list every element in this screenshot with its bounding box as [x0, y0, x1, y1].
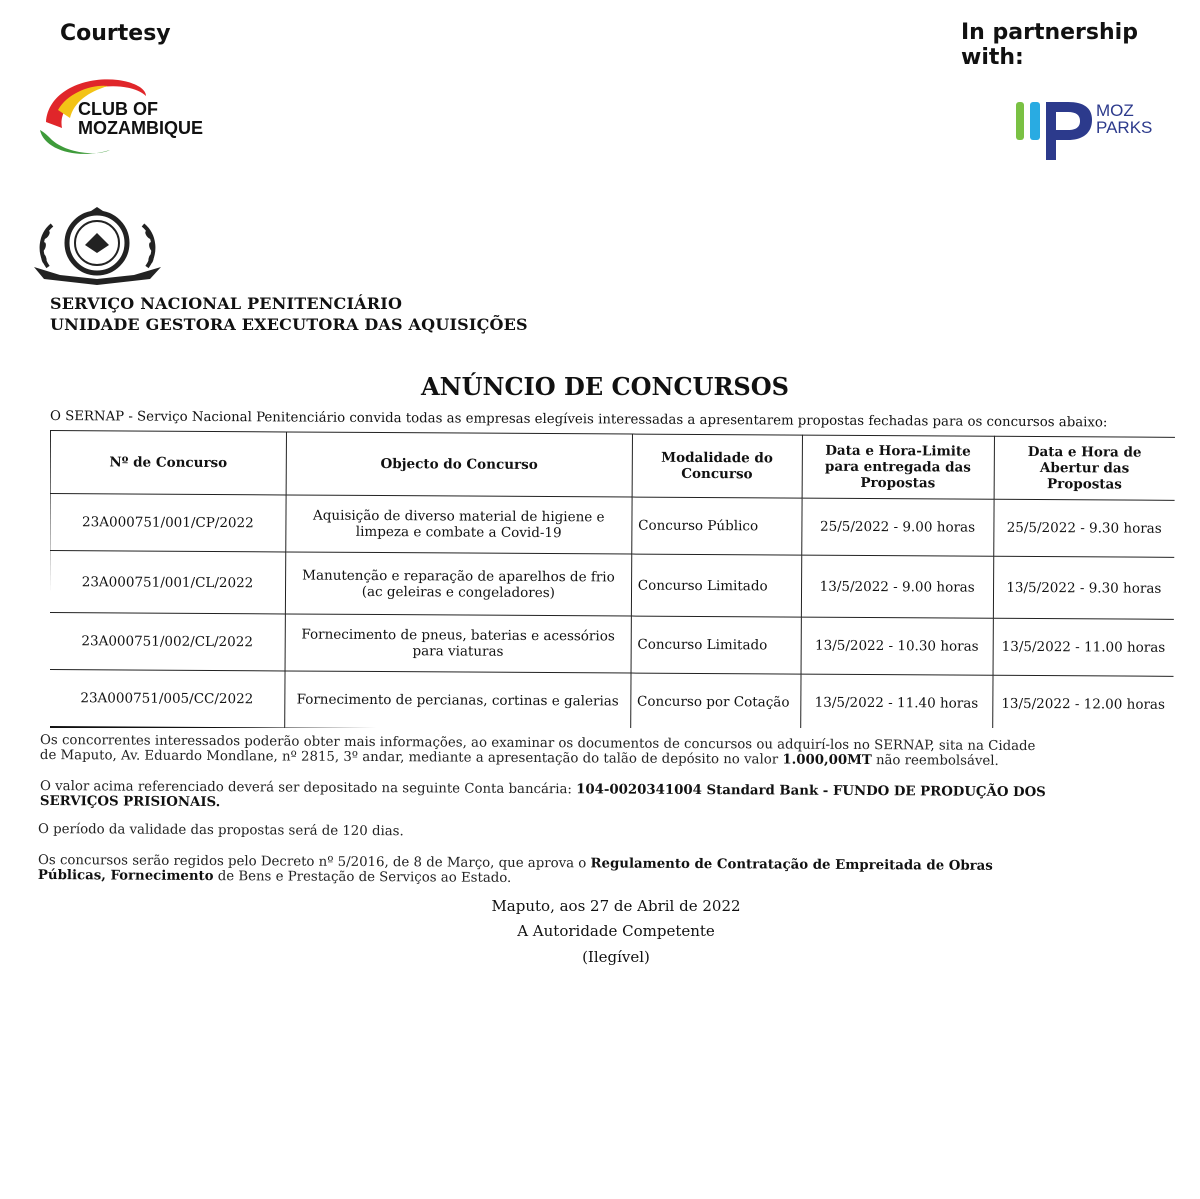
organization-heading: [50, 293, 528, 335]
cell-object: Aquisição de diverso material de higiene e limpeza e combate a Covid-19: [286, 495, 632, 554]
partnership-label: In partnership with:: [961, 20, 1138, 70]
info-paragraph: [40, 733, 1050, 769]
cell-deadline: 13/5/2022 - 11.40 horas: [800, 674, 992, 728]
cell-object: Fornecimento de pneus, baterias e acessórios para viaturas: [285, 614, 631, 673]
cell-modality: Concurso Público: [631, 497, 801, 555]
authority: A Autoridade Competente: [517, 922, 715, 940]
deposit-amount: 1.000,00MT: [782, 752, 872, 769]
col-header-number: Nº de Concurso: [50, 431, 286, 495]
col-header-deadline: Data e Hora-Limite para entregada das Propostas: [802, 435, 994, 499]
moz-logo-line2: PARKS: [1096, 118, 1153, 137]
moz-parks-logo: [1014, 98, 1164, 164]
club-logo-line2: MOZAMBIQUE: [78, 118, 203, 138]
table-row: [50, 494, 1175, 558]
col-header-modality: Modalidade do Concurso: [632, 434, 802, 498]
cell-number: 23A000751/001/CP/2022: [50, 494, 286, 552]
col-header-opening: Data e Hora de Abertur das Propostas: [994, 436, 1175, 500]
cell-modality: Concurso Limitado: [631, 554, 801, 617]
cell-deadline: 13/5/2022 - 10.30 horas: [801, 617, 993, 675]
intro-text: O SERNAP - Serviço Nacional Penitenciário convida todas as empresas elegíveis interessadas a apresentarem propostas fechadas para os concursos abaixo:: [49, 409, 1108, 431]
regulation-paragraph-text: Os concursos serão regidos pelo Decreto nº 5/2016, de 8 de Março, que aprova o: [38, 853, 591, 872]
cell-number: 23A000751/002/CL/2022: [50, 612, 285, 670]
cell-opening: 13/5/2022 - 11.00 horas: [993, 618, 1174, 676]
regulation-paragraph: [38, 853, 1048, 889]
cell-opening: 25/5/2022 - 9.30 horas: [993, 499, 1174, 557]
sernap-emblem-icon: [30, 205, 165, 285]
courtesy-label: Courtesy: [60, 21, 171, 46]
cell-number: 23A000751/001/CL/2022: [50, 551, 286, 614]
cell-modality: Concurso Limitado: [631, 616, 801, 674]
table-row: [50, 551, 1174, 620]
regulation-name: Regulamento de Contratação de Empreitada de Obras Públicas, Fornecimento: [37, 856, 993, 885]
cell-number: 23A000751/005/CC/2022: [50, 669, 285, 728]
info-paragraph-end: não reembolsável.: [871, 753, 999, 769]
cell-opening: 13/5/2022 - 9.30 horas: [993, 556, 1174, 619]
club-of-mozambique-logo: [38, 70, 208, 160]
cell-object: Fornecimento de percianas, cortinas e galerias: [285, 671, 631, 728]
cell-opening: 13/5/2022 - 12.00 horas: [992, 675, 1173, 728]
col-header-object: Objecto do Concurso: [286, 432, 632, 497]
organization-line1: SERVIÇO NACIONAL PENITENCIÁRIO: [50, 294, 403, 313]
cell-deadline: 25/5/2022 - 9.00 horas: [801, 498, 993, 556]
validity-paragraph: O período da validade das propostas será de 120 dias.: [37, 822, 404, 840]
table-row: [50, 669, 1174, 728]
club-logo-line1: CLUB OF: [78, 99, 158, 119]
moz-parks-mark-icon: [1014, 98, 1094, 164]
tender-table: [50, 430, 1175, 728]
cell-object: Manutenção e reparação de aparelhos de frio (ac geleiras e congeladores): [285, 552, 631, 616]
info-paragraph-text: Os concorrentes interessados poderão obter mais informações, ao examinar os documentos de concursos ou adquirí-los no SERNAP, sita na Cidade de Maputo, Av. Eduardo Mondlane, nº 2815, 3º andar, mediante a apresentação do talão de depósito no valor: [39, 733, 1036, 768]
bank-paragraph-text: O valor acima referenciado deverá ser depositado na seguinte Conta bancária:: [40, 779, 577, 798]
signature-note: (Ilegível): [582, 948, 650, 966]
cell-deadline: 13/5/2022 - 9.00 horas: [801, 555, 993, 618]
document-title: ANÚNCIO DE CONCURSOS: [421, 372, 789, 401]
organization-line2: UNIDADE GESTORA EXECUTORA DAS AQUISIÇÕES: [50, 315, 528, 334]
regulation-paragraph-end: de Bens e Prestação de Serviços ao Estado.: [213, 869, 512, 886]
moz-logo-line1: MOZ: [1096, 101, 1134, 120]
place-date: Maputo, aos 27 de Abril de 2022: [491, 897, 741, 915]
cell-modality: Concurso por Cotação: [630, 673, 800, 728]
bank-paragraph: [40, 779, 1050, 815]
table-header-row: [50, 431, 1175, 501]
bank-account: 104-0020341004 Standard Bank - FUNDO DE PRODUÇÃO DOS SERVIÇOS PRISIONAIS.: [39, 782, 1046, 811]
table-row: [50, 612, 1174, 676]
